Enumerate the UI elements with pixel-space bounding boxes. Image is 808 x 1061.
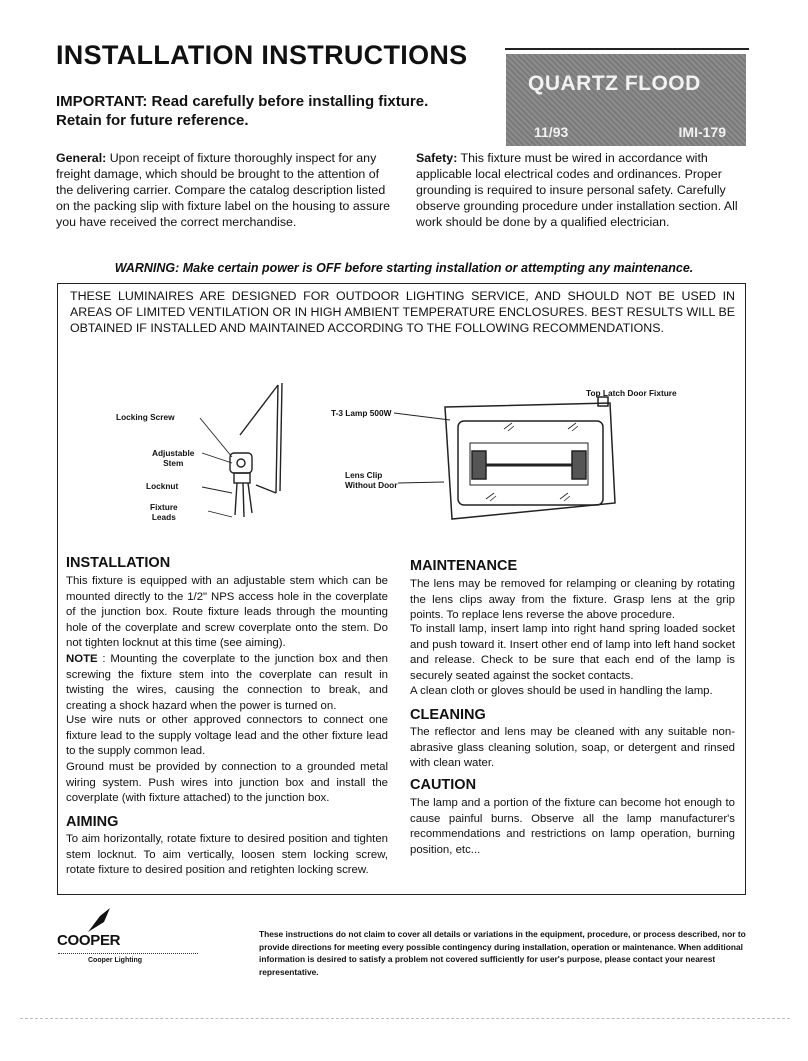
caution-heading: CAUTION — [410, 777, 477, 793]
important-line-2: Retain for future reference. — [56, 112, 249, 129]
bottom-rule — [20, 1018, 790, 1019]
maintenance-p1: The lens may be removed for relamping or cleaning by rotating the lens clips away from the fixture. Grasp lens at the grip points. To replace lens reverse the above procedure. — [410, 578, 735, 621]
maintenance-p3: A clean cloth or gloves should be used in handling the lamp. — [410, 685, 713, 697]
disclaimer: These instructions do not claim to cover all details or variations in the equipment, procedure, or process described, nor to provide directions for meeting every possible contingency during installation, operation or maintenance. When additional information is desired to satisfy a problem not covered sufficiently for user's purpose, please contact your nearest representative. — [259, 929, 746, 977]
important-line-1: IMPORTANT: Read carefully before installing fixture. — [56, 93, 429, 110]
label-fixture-leads-2: Leads — [151, 512, 176, 522]
installation-note — [66, 652, 388, 714]
label-fixture-leads — [150, 502, 178, 522]
general-label: General: — [56, 151, 107, 165]
page-title: INSTALLATION INSTRUCTIONS — [56, 40, 468, 70]
brand-rule — [58, 953, 198, 954]
fixture-callout-lines — [392, 408, 462, 498]
cleaning-heading: CLEANING — [410, 707, 486, 723]
safety-label: Safety: — [416, 151, 458, 165]
stem-callout-lines — [180, 415, 240, 525]
general-text: Upon receipt of fixture thoroughly inspect for any freight damage, which should be brought to the attention of the delivering carrier. Compare the catalog description listed on the packing slip with fixture label on the housing to assure you have received the correct merchandise. — [56, 151, 391, 229]
cleaning-p1: The reflector and lens may be cleaned with any suitable non-abrasive glass cleaning solution, soap, or detergent and rinsed with clean water. — [410, 726, 735, 769]
general-paragraph — [56, 150, 396, 230]
recommendation-notice: THESE LUMINAIRES ARE DESIGNED FOR OUTDOOR LIGHTING SERVICE, AND SHOULD NOT BE USED IN AREAS OF LIMITED VENTILATION OR IN HIGH AMBIENT TEMPERATURE ENCLOSURES. BEST RESULTS WILL BE OBTAINED IF INSTALLED AND MAINTAINED ACCORDING TO THE FOLLOWING RECOMMENDATIONS. — [70, 289, 735, 335]
label-adjustable-stem-2: Stem — [163, 458, 184, 468]
doc-code: IMI-179 — [678, 124, 726, 140]
label-locknut: Locknut — [146, 481, 179, 491]
label-lens-clip-2: Without Door — [345, 480, 398, 490]
label-t3-lamp: T-3 Lamp 500W — [331, 408, 392, 418]
label-adjustable-stem-1: Adjustable — [152, 448, 195, 458]
product-title: QUARTZ FLOOD — [528, 72, 701, 95]
installation-p3: Use wire nuts or other approved connectors to connect one fixture lead to the supply voltage lead and the other fixture lead to the supply common lead. — [66, 714, 388, 757]
label-locking-screw: Locking Screw — [116, 412, 175, 422]
cooper-logo-mark-icon — [86, 906, 112, 934]
warning-line: WARNING: Make certain power is OFF before starting installation or attempting any maintenance. — [114, 261, 694, 275]
aiming-heading: AIMING — [66, 814, 119, 830]
product-banner — [506, 54, 746, 146]
label-lens-clip-1: Lens Clip — [345, 470, 383, 480]
note-label: NOTE — [66, 653, 98, 665]
aiming-p1: To aim horizontally, rotate fixture to desired position and tighten stem locknut. To aim vertically, loosen stem locking screw, rotate fixture to desired position and retighten locking screw. — [66, 833, 388, 876]
maintenance-p2: To install lamp, insert lamp into right hand spring loaded socket and push toward it. Insert other end of lamp into left hand socket and release. Check to be sure that each end of the lamp is securely seated against the socket contacts. — [410, 623, 735, 682]
safety-text: This fixture must be wired in accordance with applicable local electrical codes and ordinances. Proper grounding is required to insure personal safety. Carefully observe grounding procedure under installation section. All work should be done by a qualified electrician. — [416, 151, 738, 229]
installation-p1: This fixture is equipped with an adjustable stem which can be mounted directly to the 1/2" NPS access hole in the coverplate of the junction box. Route fixture leads through the mounting hole of the coverplate and screw coverplate onto the stem. Do not tighten locknut at this time (see aiming). — [66, 575, 388, 649]
installation-p2: : Mounting the coverplate to the junction box and then screwing the fixture stem into the coverplate can result in twisting the wires, causing the connection to break, and creating a shock hazard when the power is turned on. — [66, 653, 388, 712]
label-fixture-leads-1: Fixture — [150, 502, 178, 512]
cooper-brand: COOPER — [57, 932, 121, 949]
doc-date: 11/93 — [534, 124, 569, 140]
label-top-latch: Top Latch Door Fixture — [586, 388, 677, 398]
installation-heading: INSTALLATION — [66, 555, 171, 571]
label-adjustable-stem — [152, 448, 194, 468]
maintenance-heading: MAINTENANCE — [410, 558, 518, 574]
installation-p4: Ground must be provided by connection to a grounded metal wiring system. Push wires into junction box and install the coverplate (with fixture attached) to the junction box. — [66, 761, 388, 804]
caution-p1: The lamp and a portion of the fixture can become hot enough to cause painful burns. Observe all the lamp manufacturer's recommendations and restrictions on lamp operation, burning position, etc... — [410, 797, 735, 856]
label-lens-clip — [345, 470, 397, 490]
important-notice — [56, 92, 496, 130]
safety-paragraph — [416, 150, 746, 230]
header-rule — [505, 48, 749, 50]
cooper-brand-sub: Cooper Lighting — [88, 957, 143, 964]
